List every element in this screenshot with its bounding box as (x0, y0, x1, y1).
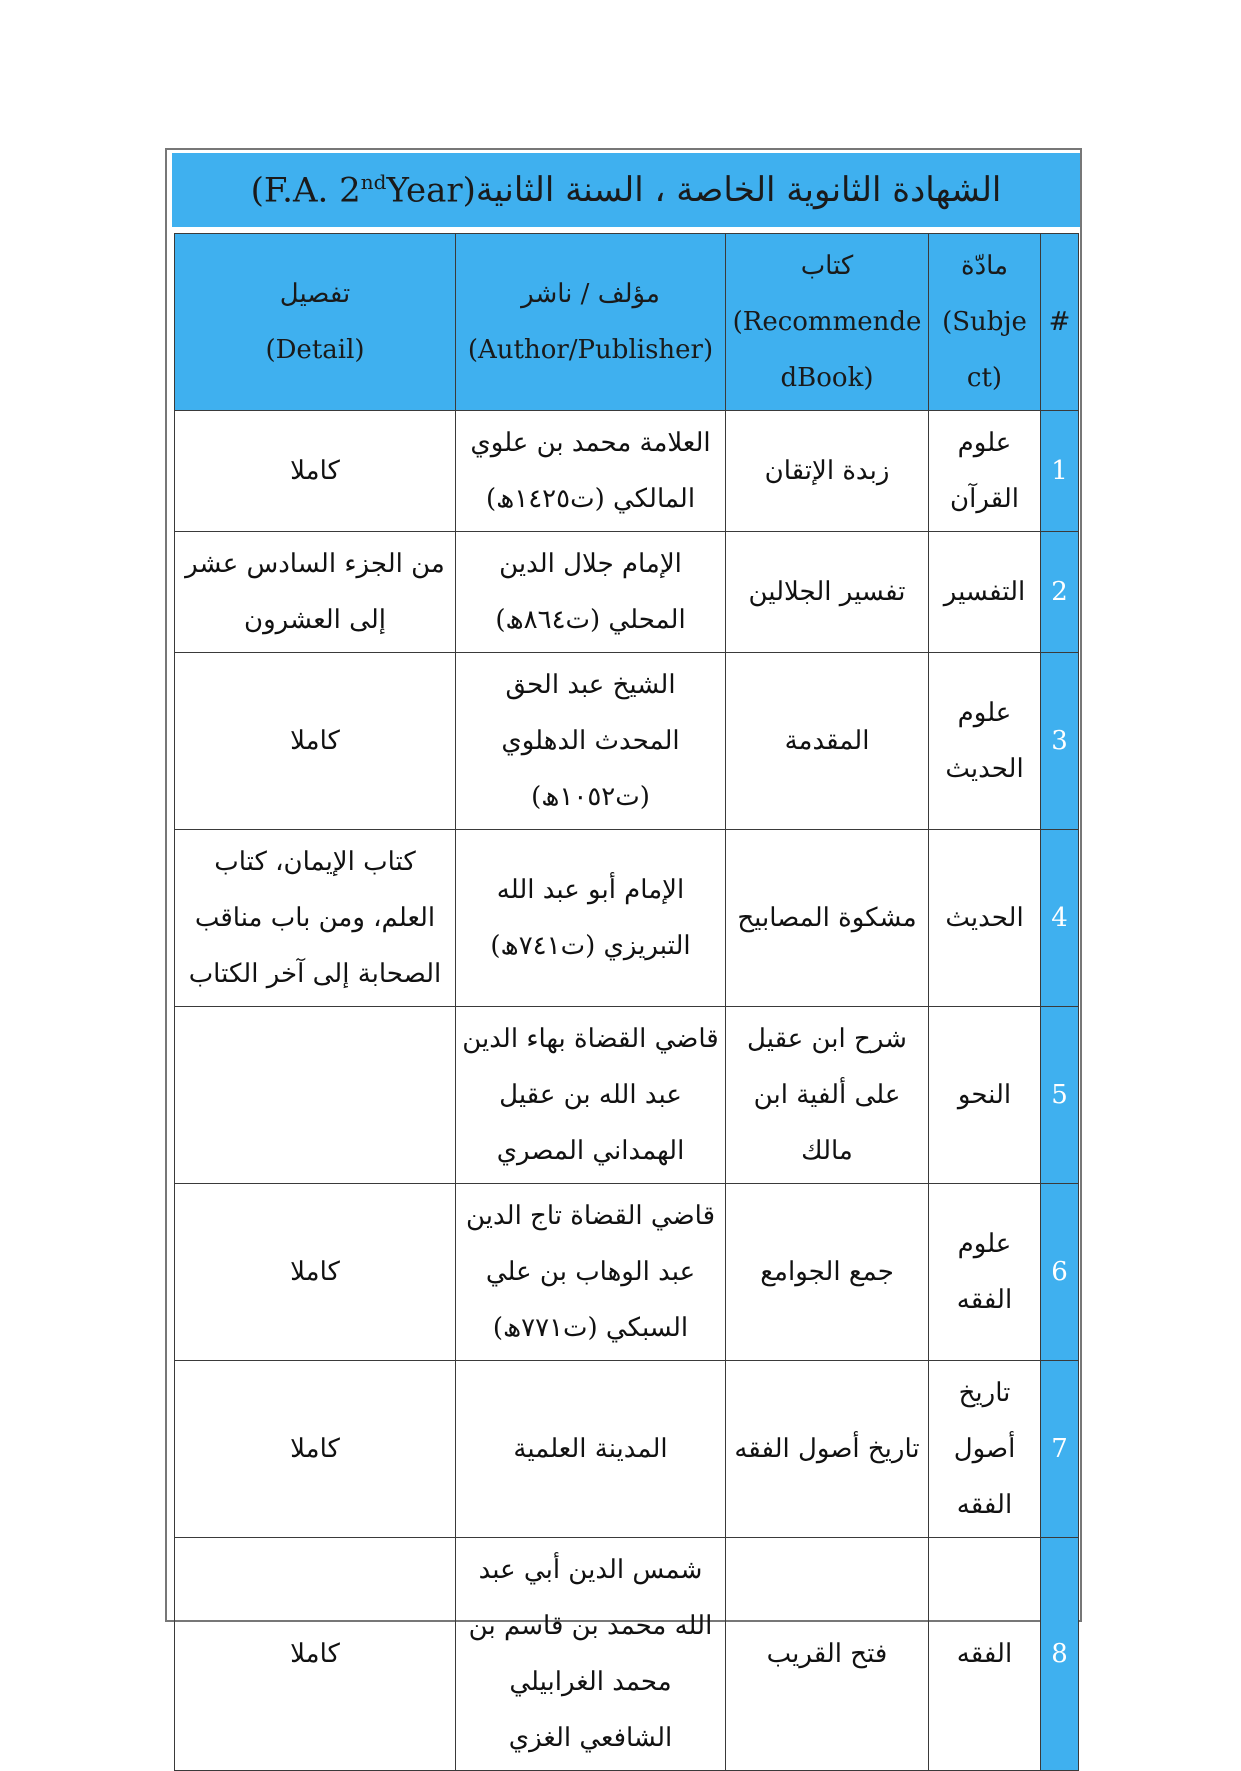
header-author (456, 234, 726, 411)
row-subject: النحو (929, 1007, 1041, 1184)
title-latin (251, 170, 476, 210)
row-detail: كاملا (175, 411, 456, 532)
row-subject: علوم القرآن (929, 411, 1041, 532)
header-author-en: (Author/Publisher) (467, 335, 714, 365)
page-title (172, 153, 1080, 227)
table-row (175, 1007, 1079, 1184)
row-subject: الحديث (929, 830, 1041, 1007)
row-number: 3 (1041, 653, 1079, 830)
title-latin-sup: nd (360, 169, 387, 194)
table-row (175, 1538, 1079, 1771)
title-arabic: الشهادة الثانوية الخاصة ، السنة الثانية (475, 170, 1002, 210)
row-book: شرح ابن عقيل على ألفية ابن مالك (726, 1007, 929, 1184)
row-author: شمس الدين أبي عبد الله محمد بن قاسم بن محمد الغرابيلي الشافعي الغزي (456, 1538, 726, 1771)
header-num: # (1041, 234, 1079, 411)
row-number: 6 (1041, 1184, 1079, 1361)
row-author: المدينة العلمية (456, 1361, 726, 1538)
table-row (175, 1361, 1079, 1538)
header-detail-ar: تفصيل (279, 279, 351, 309)
header-book-en: (RecommendedBook) (732, 307, 922, 393)
row-number: 8 (1041, 1538, 1079, 1771)
header-author-ar: مؤلف / ناشر (521, 279, 660, 309)
row-detail: كاملا (175, 1361, 456, 1538)
row-number: 4 (1041, 830, 1079, 1007)
row-author: العلامة محمد بن علوي المالكي (ت١٤٢٥ھ) (456, 411, 726, 532)
row-detail (175, 1007, 456, 1184)
row-author: قاضي القضاة بهاء الدين عبد الله بن عقيل الهمداني المصري (456, 1007, 726, 1184)
table-row (175, 653, 1079, 830)
curriculum-table (174, 233, 1079, 1771)
row-number: 7 (1041, 1361, 1079, 1538)
row-author: قاضي القضاة تاج الدين عبد الوهاب بن علي السبكي (ت٧٧١ھ) (456, 1184, 726, 1361)
header-row (175, 234, 1079, 411)
row-detail: كاملا (175, 653, 456, 830)
row-book: مشكوة المصابيح (726, 830, 929, 1007)
row-detail: كاملا (175, 1184, 456, 1361)
row-author: الإمام جلال الدين المحلي (ت٨٦٤ھ) (456, 532, 726, 653)
table-row (175, 1184, 1079, 1361)
row-author: الشيخ عبد الحق المحدث الدهلوي (ت١٠٥٢ھ) (456, 653, 726, 830)
row-book: زبدة الإتقان (726, 411, 929, 532)
header-book-ar: كتاب (800, 251, 854, 281)
row-subject: التفسير (929, 532, 1041, 653)
header-subject-ar: مادّة (960, 251, 1009, 281)
row-subject: الفقه (929, 1538, 1041, 1771)
row-number: 5 (1041, 1007, 1079, 1184)
header-detail-en: (Detail) (265, 335, 365, 365)
row-subject: علوم الفقه (929, 1184, 1041, 1361)
row-detail: كتاب الإيمان، كتاب العلم، ومن باب مناقب الصحابة إلى آخر الكتاب (175, 830, 456, 1007)
title-latin-prefix: (F.A. 2 (250, 170, 361, 211)
row-detail: من الجزء السادس عشر إلى العشرون (175, 532, 456, 653)
row-author: الإمام أبو عبد الله التبريزي (ت٧٤١ھ) (456, 830, 726, 1007)
row-book: تفسير الجلالين (726, 532, 929, 653)
row-book: المقدمة (726, 653, 929, 830)
row-number: 1 (1041, 411, 1079, 532)
table-row (175, 830, 1079, 1007)
table-row (175, 532, 1079, 653)
row-subject: علوم الحديث (929, 653, 1041, 830)
header-book (726, 234, 929, 411)
header-subject (929, 234, 1041, 411)
row-book: تاريخ أصول الفقه (726, 1361, 929, 1538)
table-row (175, 411, 1079, 532)
title-latin-suffix: Year) (386, 170, 476, 211)
header-subject-en: (Subject) (942, 307, 1027, 393)
row-subject: تاريخ أصول الفقه (929, 1361, 1041, 1538)
row-number: 2 (1041, 532, 1079, 653)
row-detail: كاملا (175, 1538, 456, 1771)
header-detail (175, 234, 456, 411)
row-book: جمع الجوامع (726, 1184, 929, 1361)
row-book: فتح القريب (726, 1538, 929, 1771)
